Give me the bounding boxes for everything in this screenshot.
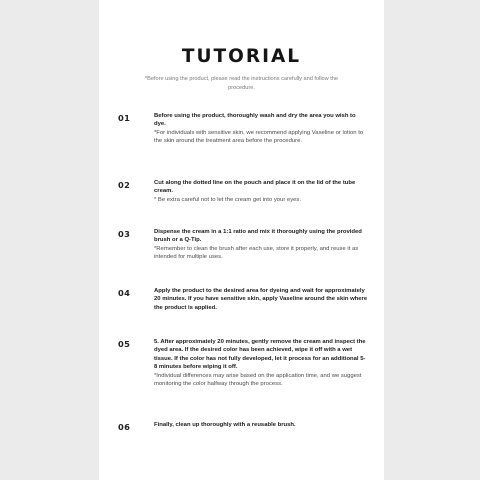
step-text [154,287,368,312]
step-note: *Individual differences may arise based on the application time, and we suggest monitoring the color halfway through the process. [154,372,362,388]
step-note: * Be extra careful not to let the cream get into your eyes. [154,196,302,203]
step-note: *Remember to clean the brush after each use, store it properly, and reuse it as intended for multiple uses. [154,245,359,261]
step-text [154,179,368,204]
step-note: *For individuals with sensitive skin, we recommend applying Vaseline or lotion to the skin around the treatment area before the procedure. [154,129,364,145]
step-text [154,228,368,262]
step-instruction: Cut along the dotted line on the pouch and place it on the lid of the tube cream. [154,180,356,195]
step-text [154,421,368,429]
step-text [154,338,368,388]
page-title: TUTORIAL [181,46,302,67]
step-number: 01 [118,113,131,123]
step-instruction: Dispense the cream in a 1:1 ratio and mix it thoroughly using the provided brush or a Q-Tip. [154,229,362,244]
step-instruction: Apply the product to the desired area for dyeing and wait for approximately 20 minutes. If you have sensitive skin, apply Vaseline around the skin where the product is applied. [154,288,368,311]
step-instruction: Before using the product, thoroughly wash and dry the area you wish to dye. [154,113,356,128]
step-number: 02 [118,180,131,190]
step-number: 05 [118,339,131,349]
step-number: 06 [118,422,131,432]
step-instruction: Finally, clean up thoroughly with a reusable brush. [154,422,296,428]
step-number: 03 [118,229,131,239]
step-instruction: 5. After approximately 20 minutes, gently remove the cream and inspect the dyed area. If the desired color has been achieved, wipe it off with a wet tissue. If the color has not fully developed, let it process for an additional 5-8 minutes before wiping it off. [154,339,366,371]
step-number: 04 [118,288,131,298]
intro-note: *Before using the product, please read the instructions carefully and follow the procedure. [144,76,339,91]
step-text [154,112,368,146]
tutorial-card [99,0,384,480]
